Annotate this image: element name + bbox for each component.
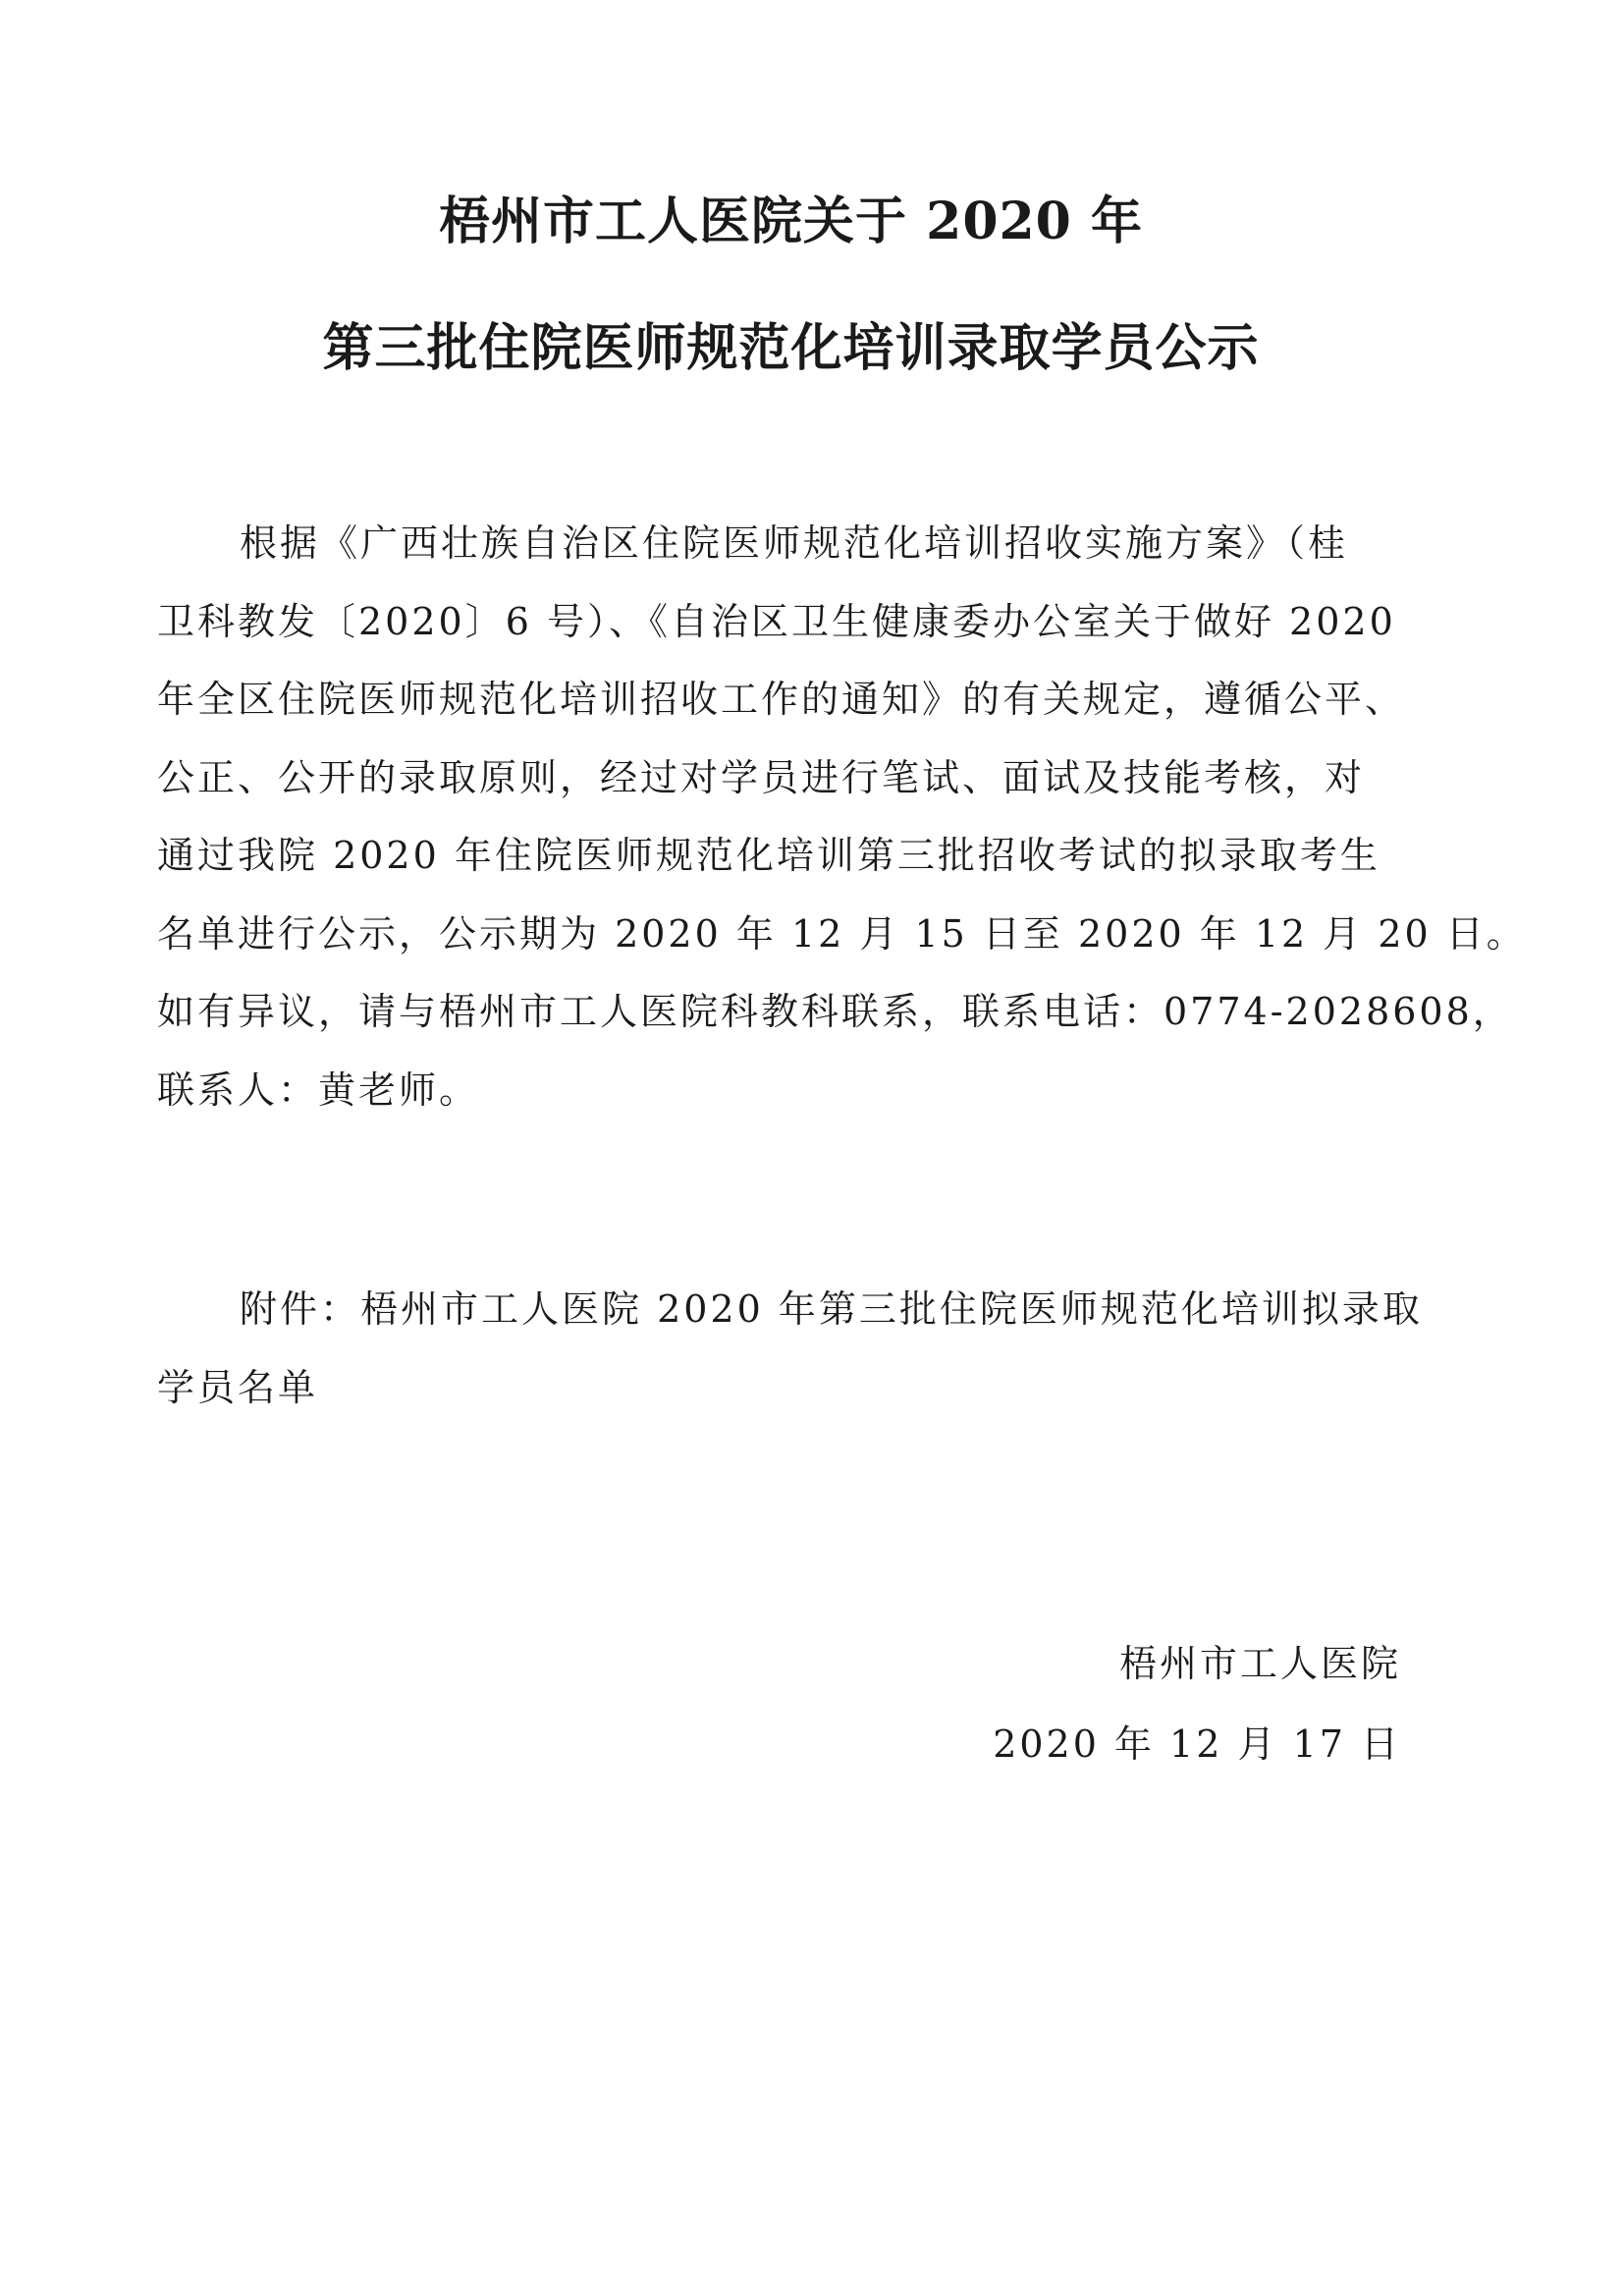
document-title-line-2: 第三批住院医师规范化培训录取学员公示: [322, 318, 1260, 378]
notice-body-paragraph: [157, 505, 1527, 1129]
body-line-5: 通过我院 2020 年住院医师规范化培训第三批招收考试的拟录取考生: [157, 834, 1380, 877]
document-title-line-1: 梧州市工人医院关于 2020 年: [439, 191, 1143, 251]
body-line-3: 年全区住院医师规范化培训招收工作的通知》的有关规定，遵循公平、: [157, 678, 1406, 721]
body-line-2: 卫科教发〔2020〕6 号）、《自治区卫生健康委办公室关于做好 2020: [157, 599, 1396, 643]
signature-organization: 梧州市工人医院: [1118, 1642, 1401, 1685]
body-line-4: 公正、公开的录取原则，经过对学员进行笔试、面试及技能考核，对: [157, 755, 1366, 799]
attachment-line-2: 学员名单: [157, 1365, 319, 1409]
body-line-7: 如有异议，请与梧州市工人医院科教科联系，联系电话：0774-2028608，: [157, 990, 1513, 1033]
attachment-paragraph: [157, 1271, 1423, 1427]
body-line-6: 名单进行公示，公示期为 2020 年 12 月 15 日至 2020 年 12 月 20 日。: [157, 911, 1527, 956]
body-line-8: 联系人：黄老师。: [157, 1067, 480, 1112]
signature-date: 2020 年 12 月 17 日: [993, 1722, 1401, 1766]
body-line-1: 根据《广西壮族自治区住院医师规范化培训招收实施方案》（桂: [240, 521, 1349, 565]
attachment-line-1: 附件：梧州市工人医院 2020 年第三批住院医师规范化培训拟录取: [240, 1287, 1423, 1331]
